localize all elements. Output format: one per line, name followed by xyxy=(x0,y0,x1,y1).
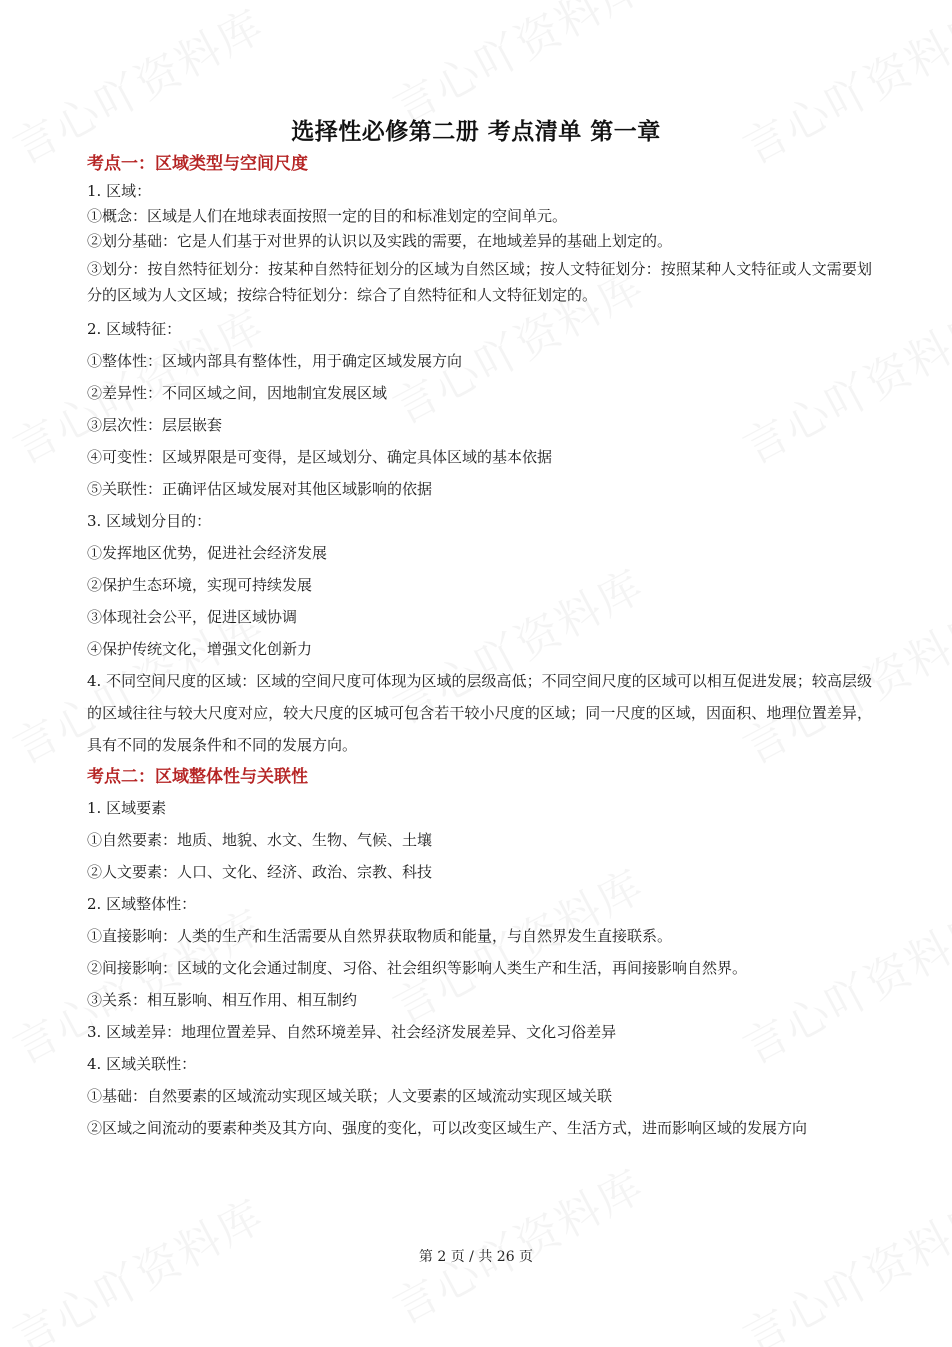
list-item: ③体现社会公平，促进区域协调 xyxy=(87,608,298,626)
list-item: ①发挥地区优势，促进社会经济发展 xyxy=(87,544,328,562)
list-item: ②保护生态环境，实现可持续发展 xyxy=(87,576,313,594)
item-heading: 2. 区域特征： xyxy=(87,320,182,338)
list-item: ③关系：相互影响、相互作用、相互制约 xyxy=(87,991,358,1009)
list-item: ①直接影响：人类的生产和生活需要从自然界获取物质和能量，与自然界发生直接联系。 xyxy=(87,927,673,945)
list-item: ②区域之间流动的要素种类及其方向、强度的变化，可以改变区域生产、生活方式，进而影响区域的发展方向 xyxy=(87,1119,808,1137)
list-item: ④保护传统文化，增强文化创新力 xyxy=(87,640,313,658)
item-heading: 2. 区域整体性： xyxy=(87,895,197,913)
item-heading: 4. 区域关联性： xyxy=(87,1055,197,1073)
watermark xyxy=(380,1150,654,1336)
list-item: ①自然要素：地质、地貌、水文、生物、气候、土壤 xyxy=(87,831,433,849)
item-heading: 1. 区域： xyxy=(87,182,152,200)
list-item: ①基础：自然要素的区域流动实现区域关联；人文要素的区域流动实现区域关联 xyxy=(87,1087,613,1105)
section-heading-2: 考点二：区域整体性与关联性 xyxy=(87,767,308,787)
document-body xyxy=(87,150,872,1144)
list-item: ③划分：按自然特征划分：按某种自然特征划分的区域为自然区域；按人文特征划分：按照某种人文特征或人文需要划分的区域为人文区域；按综合特征划分：综合了自然特征和人文特征划定的。 xyxy=(87,260,872,304)
list-item: ③层次性：层层嵌套 xyxy=(87,416,223,434)
item-heading: 1. 区域要素 xyxy=(87,799,167,817)
list-item: ②人文要素：人口、文化、经济、政治、宗教、科技 xyxy=(87,863,433,881)
list-item: ①概念：区域是人们在地球表面按照一定的目的和标准划定的空间单元。 xyxy=(87,207,568,225)
list-item: ②划分基础：它是人们基于对世界的认识以及实践的需要，在地域差异的基础上划定的。 xyxy=(87,232,673,250)
list-item: ①整体性：区域内部具有整体性，用于确定区域发展方向 xyxy=(87,352,463,370)
paragraph: 4. 不同空间尺度的区域：区域的空间尺度可体现为区域的层级高低；不同空间尺度的区域可以相互促进发展；较高层级的区域往往与较大尺度对应，较大尺度的区城可包含若干较小尺度的区域；同一尺度的区域，因面积、地理位置差异，具有不同的发展条件和不同的发展方向。 xyxy=(87,672,872,754)
item-line: 3. 区域差异：地理位置差异、自然环境差异、社会经济发展差异、文化习俗差异 xyxy=(87,1023,617,1041)
section-heading-1: 考点一：区域类型与空间尺度 xyxy=(87,154,308,174)
item-heading: 3. 区域划分目的： xyxy=(87,512,212,530)
page-number: 第 2 页 / 共 26 页 xyxy=(418,1249,534,1265)
list-item: ②间接影响：区域的文化会通过制度、习俗、社会组织等影响人类生产和生活，再间接影响自然界。 xyxy=(87,959,748,977)
list-item: ②差异性：不同区域之间，因地制宜发展区域 xyxy=(87,384,388,402)
page-title: 选择性必修第二册 考点清单 第一章 xyxy=(291,118,661,145)
list-item: ④可变性：区域界限是可变得，是区域划分、确定具体区域的基本依据 xyxy=(87,448,553,466)
list-item: ⑤关联性：正确评估区域发展对其他区域影响的依据 xyxy=(87,480,433,498)
